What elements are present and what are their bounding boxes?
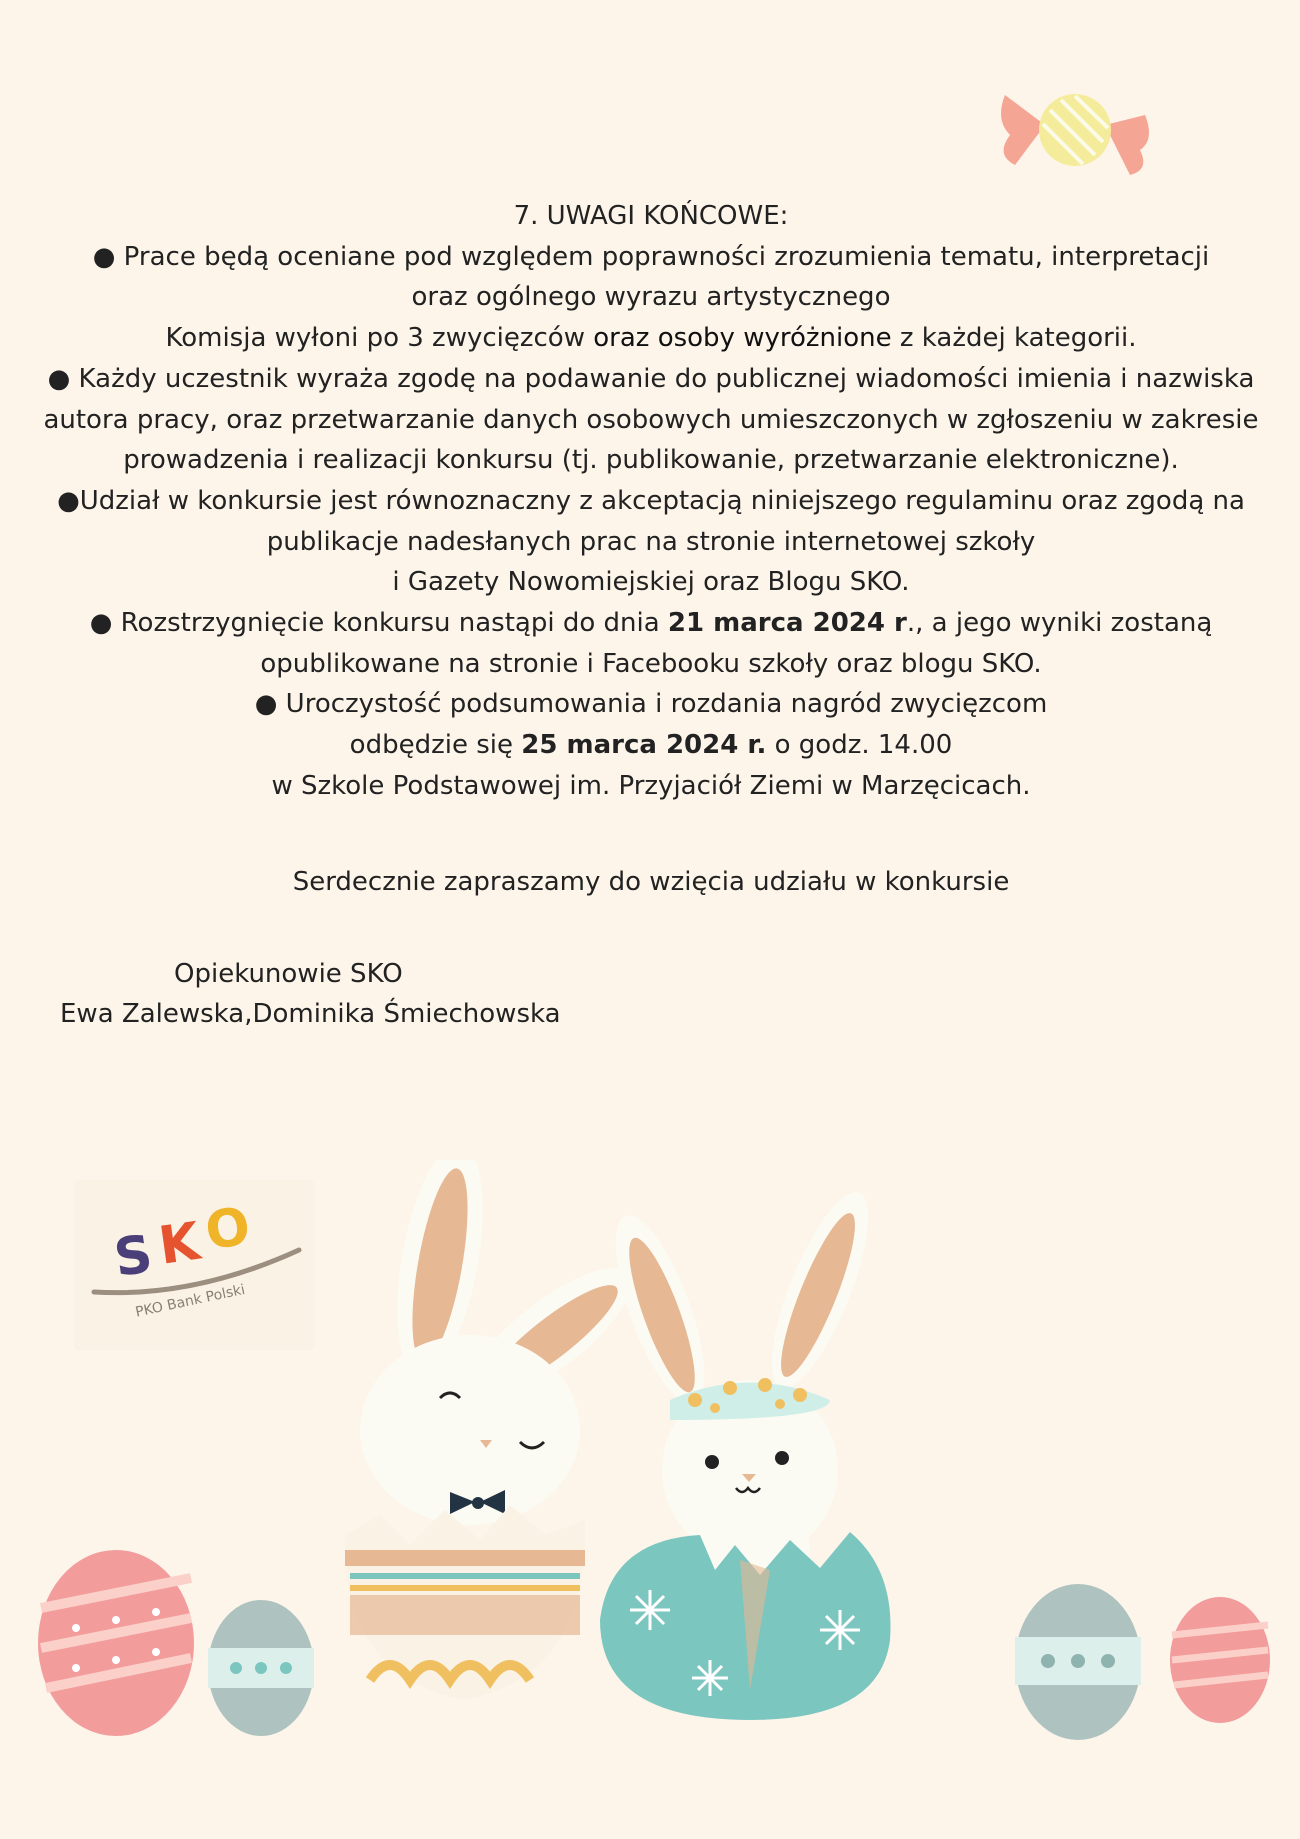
rule-line: i Gazety Nowomiejskiej oraz Blogu SKO. — [392, 567, 910, 598]
rule-line: autora pracy, oraz przetwarzanie danych osobowych umieszczonych w zgłoszeniu w zakresie — [43, 404, 1259, 435]
rule-line: prowadzenia i realizacji konkursu (tj. publikowanie, przetwarzanie elektroniczne). — [123, 445, 1179, 476]
egg-pink-illustration — [36, 1548, 196, 1738]
svg-text:K: K — [155, 1211, 204, 1277]
rule-line: opublikowane na stronie i Facebooku szkoły oraz blogu SKO. — [260, 648, 1042, 679]
ceremony-date: 25 marca 2024 r. — [521, 730, 767, 761]
rule-line: ● Uroczystość podsumowania i rozdania nagród zwycięzcom — [254, 689, 1048, 720]
egg-grey-large-illustration — [1013, 1582, 1143, 1742]
rule-line: ●Udział w konkursie jest równoznaczny z akceptacją niniejszego regulaminu oraz zgodą na — [57, 485, 1245, 516]
rule-line: w Szkole Podstawowej im. Przyjaciół Ziemi w Marzęcicach. — [271, 770, 1031, 801]
main-text — [10, 196, 1292, 902]
sko-logo — [74, 1180, 314, 1350]
rule-line: publikacje nadesłanych prac na stronie internetowej szkoły — [266, 526, 1036, 557]
svg-text:S: S — [110, 1224, 156, 1290]
svg-text:O: O — [201, 1196, 254, 1263]
rule-line: odbędzie się 25 marca 2024 r. o godz. 14.00 — [349, 730, 953, 761]
egg-striped-illustration — [340, 1495, 590, 1705]
rule-line: ● Prace będą oceniane pod względem poprawności zrozumienia tematu, interpretacji — [92, 241, 1210, 272]
egg-grey-illustration — [206, 1598, 316, 1738]
rule-line: oraz ogólnego wyrazu artystycznego — [411, 282, 891, 313]
egg-teal-illustration — [590, 1530, 900, 1720]
rule-line: Komisja wyłoni po 3 zwycięzców oraz osoby wyróżnione z każdej kategorii. — [165, 323, 1137, 354]
rule-line: ● Każdy uczestnik wyraża zgodę na podawanie do publicznej wiadomości imienia i nazwiska — [47, 363, 1255, 394]
result-date: 21 marca 2024 r — [667, 608, 907, 639]
invitation-text: Serdecznie zapraszamy do wzięcia udziału w konkursie — [292, 866, 1010, 897]
rule-line: ● Rozstrzygnięcie konkursu nastąpi do dnia 21 marca 2024 r., a jego wyniki zostaną — [89, 608, 1213, 639]
signature-role: Opiekunowie SKO — [174, 959, 403, 989]
egg-pink-small-illustration — [1168, 1595, 1272, 1725]
section-heading: 7. UWAGI KOŃCOWE: — [513, 201, 789, 231]
signature-names: Ewa Zalewska,Dominika Śmiechowska — [60, 999, 561, 1029]
signature — [60, 954, 660, 1034]
bank-name: PKO Bank Polski — [134, 1281, 247, 1321]
candy-icon — [995, 80, 1155, 180]
